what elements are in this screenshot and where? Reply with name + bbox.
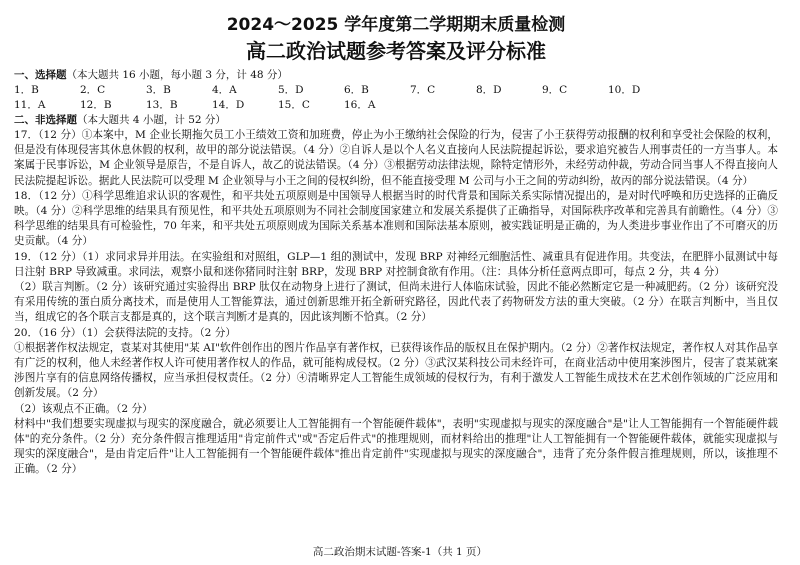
answer-paragraph-18: 18．（12 分）①科学思维追求认识的客观性，和平共处五项原则是中国领导人根据当时的时代背景和国际关系实际情况提出的，是对时代呼唤和历史选择的正确反映。（4 分）②科学思维的结果具有预见性，和平共处五项原则为不同社会制度国家建立和发展关系提供了正确指导，对国际秩序改革和完善具有前瞻性。（4 分）③科学思维的结果具有可检验性，70 年来，和平共处五项原则成为国际关系基本准则和国际法基本原则，被实践证明是正确的，为人类进步事业作出了不可磨灭的历史贡献。（4 分） [14,189,778,248]
answer-paragraph-20-2-detail: 材料中"我们想要实现虚拟与现实的深度融合，就必须要让人工智能拥有一个智能硬件载体"，表明"实现虚拟与现实的深度融合"是"让人工智能拥有一个智能硬件载体"的充分条件。（2 分）充分条件假言推理适用"肯定前件式"或"否定后件式"的推理规则，而材料给出的推理"让人工智能拥有一个智能硬件载体，就能实现虚拟与现实的深度融合"，是由肯定后件"让人工智能拥有一个智能硬件载体"推出肯定前件"实现虚拟与现实的深度融合"，违背了充分条件假言推理规则，所以，该推理不正确。（2 分） [14,417,778,476]
answer-item: 11．A [14,99,46,111]
answer-item: 15．C [278,99,310,111]
answer-item: 12．B [80,99,112,111]
answer-paragraph-17: 17．（12 分）①本案中，M 企业长期拖欠员工小王绩效工资和加班费，停止为小王缴纳社会保险的行为，侵害了小王获得劳动报酬的权利和享受社会保险的权利，但是没有体现侵害其休息休假的权利，故甲的部分说法错误。（4 分）②自诉人是以个人名义直接向人民法院提起诉讼，要求追究被告人刑事责任的一方当事人。本案属于民事诉讼，M 企业领导是原告，不是自诉人，故乙的说法错误。（4 分）③根据劳动法律法规，除特定情形外，未经劳动仲裁，劳动合同当事人不得直接向人民法院提起诉讼。据此人民法院可以受理 M 企业领导与小王之间的侵权纠纷，但不能直接受理 M 公司与小王之间的劳动纠纷，故丙的部分说法错误。（4 分） [14,129,778,187]
answer-paragraph-19-2: （2）联言判断。（2 分）该研究通过实验得出 BRP 肽仅在动物身上进行了测试，但尚未进行人体临床试验，因此不能必然断定它是一种减肥药。（2 分）该研究没有采用传统的蛋白质分离技术，而是使用人工智能算法，通过创新思维开拓全新研究路径，因此代表了药物研发方法的重大突破。（2 分）在联言判断中，当且仅当，组成它的各个联言支都是真的，这个联言判断才是真的，因此该判断不恰真。（2 分） [14,281,778,324]
page-footer: 高二政治期末试题-答案-1（共 1 页） [312,546,488,558]
answer-paragraph-20-1: 20．（16 分）（1）会获得法院的支持。（2 分） [14,326,236,339]
section-heading-label: 二、非选择题 [14,114,77,126]
answer-item: 14．D [212,99,245,111]
answer-paragraph-20-1-detail: ①根据著作权法规定，袁某对其使用"某 AI"软件创作出的图片作品享有著作权，已获得该作品的版权且在保护期内。（2 分）②著作权法规定，著作权人对其作品享有广泛的权利，他人未经著作权人许可使用著作权人的作品，就可能构成侵权。（2 分）③武汉某科技公司未经许可，在商业活动中使用案涉图片，侵害了袁某就案涉图片享有的信息网络传播权，应当承担侵权责任。（2 分）④清晰界定人工智能生成领域的侵权行为，有利于激发人工智能生成技术在艺术创作领域的广泛应用和创新发展。（2 分） [14,341,778,400]
answer-item: 16．A [344,99,376,111]
answer-item: 8．D [476,84,502,96]
answer-item: 6．B [344,84,369,96]
answer-paragraph-19-1: 19．（12 分）（1）求同求异并用法。在实验组和对照组，GLP—1 组的测试中，发现 BRP 对神经元细胞活性、减重具有促进作用。共变法，在肥胖小鼠测试中每日注射 BRP 导致减重。求同法，观察小鼠和迷你猪同时注射 BRP，发现 BRP 对控制食欲有作用。（注：具体分析任意两点即可，每点 2 分，共 4 分） [14,250,778,278]
answer-item: 1．B [14,84,39,96]
exam-title: 2024～2025 学年度第二学期期末质量检测 [226,15,566,35]
answer-row [14,98,778,113]
section-heading-note: （本大题共 4 小题，计 52 分） [77,114,226,126]
section-heading-label: 一、选择题 [14,69,67,81]
document-title: 高二政治试题参考答案及评分标准 [246,39,546,63]
answer-item: 9．C [542,84,568,96]
answer-paragraph-20-2: （2）该观点不正确。（2 分） [14,402,153,415]
answer-row [14,83,778,98]
answer-item: 4．A [212,84,237,96]
section-heading-note: （本大题共 16 小题，每小题 3 分，计 48 分） [66,69,288,81]
answer-item: 5．D [278,84,304,96]
answer-item: 3．B [146,84,171,96]
section-heading-open [14,113,778,128]
answer-item: 10．D [608,84,641,96]
answer-item: 13．B [146,99,178,111]
answer-item: 7．C [410,84,436,96]
section-heading-choice [14,68,778,83]
answer-item: 2．C [80,84,106,96]
